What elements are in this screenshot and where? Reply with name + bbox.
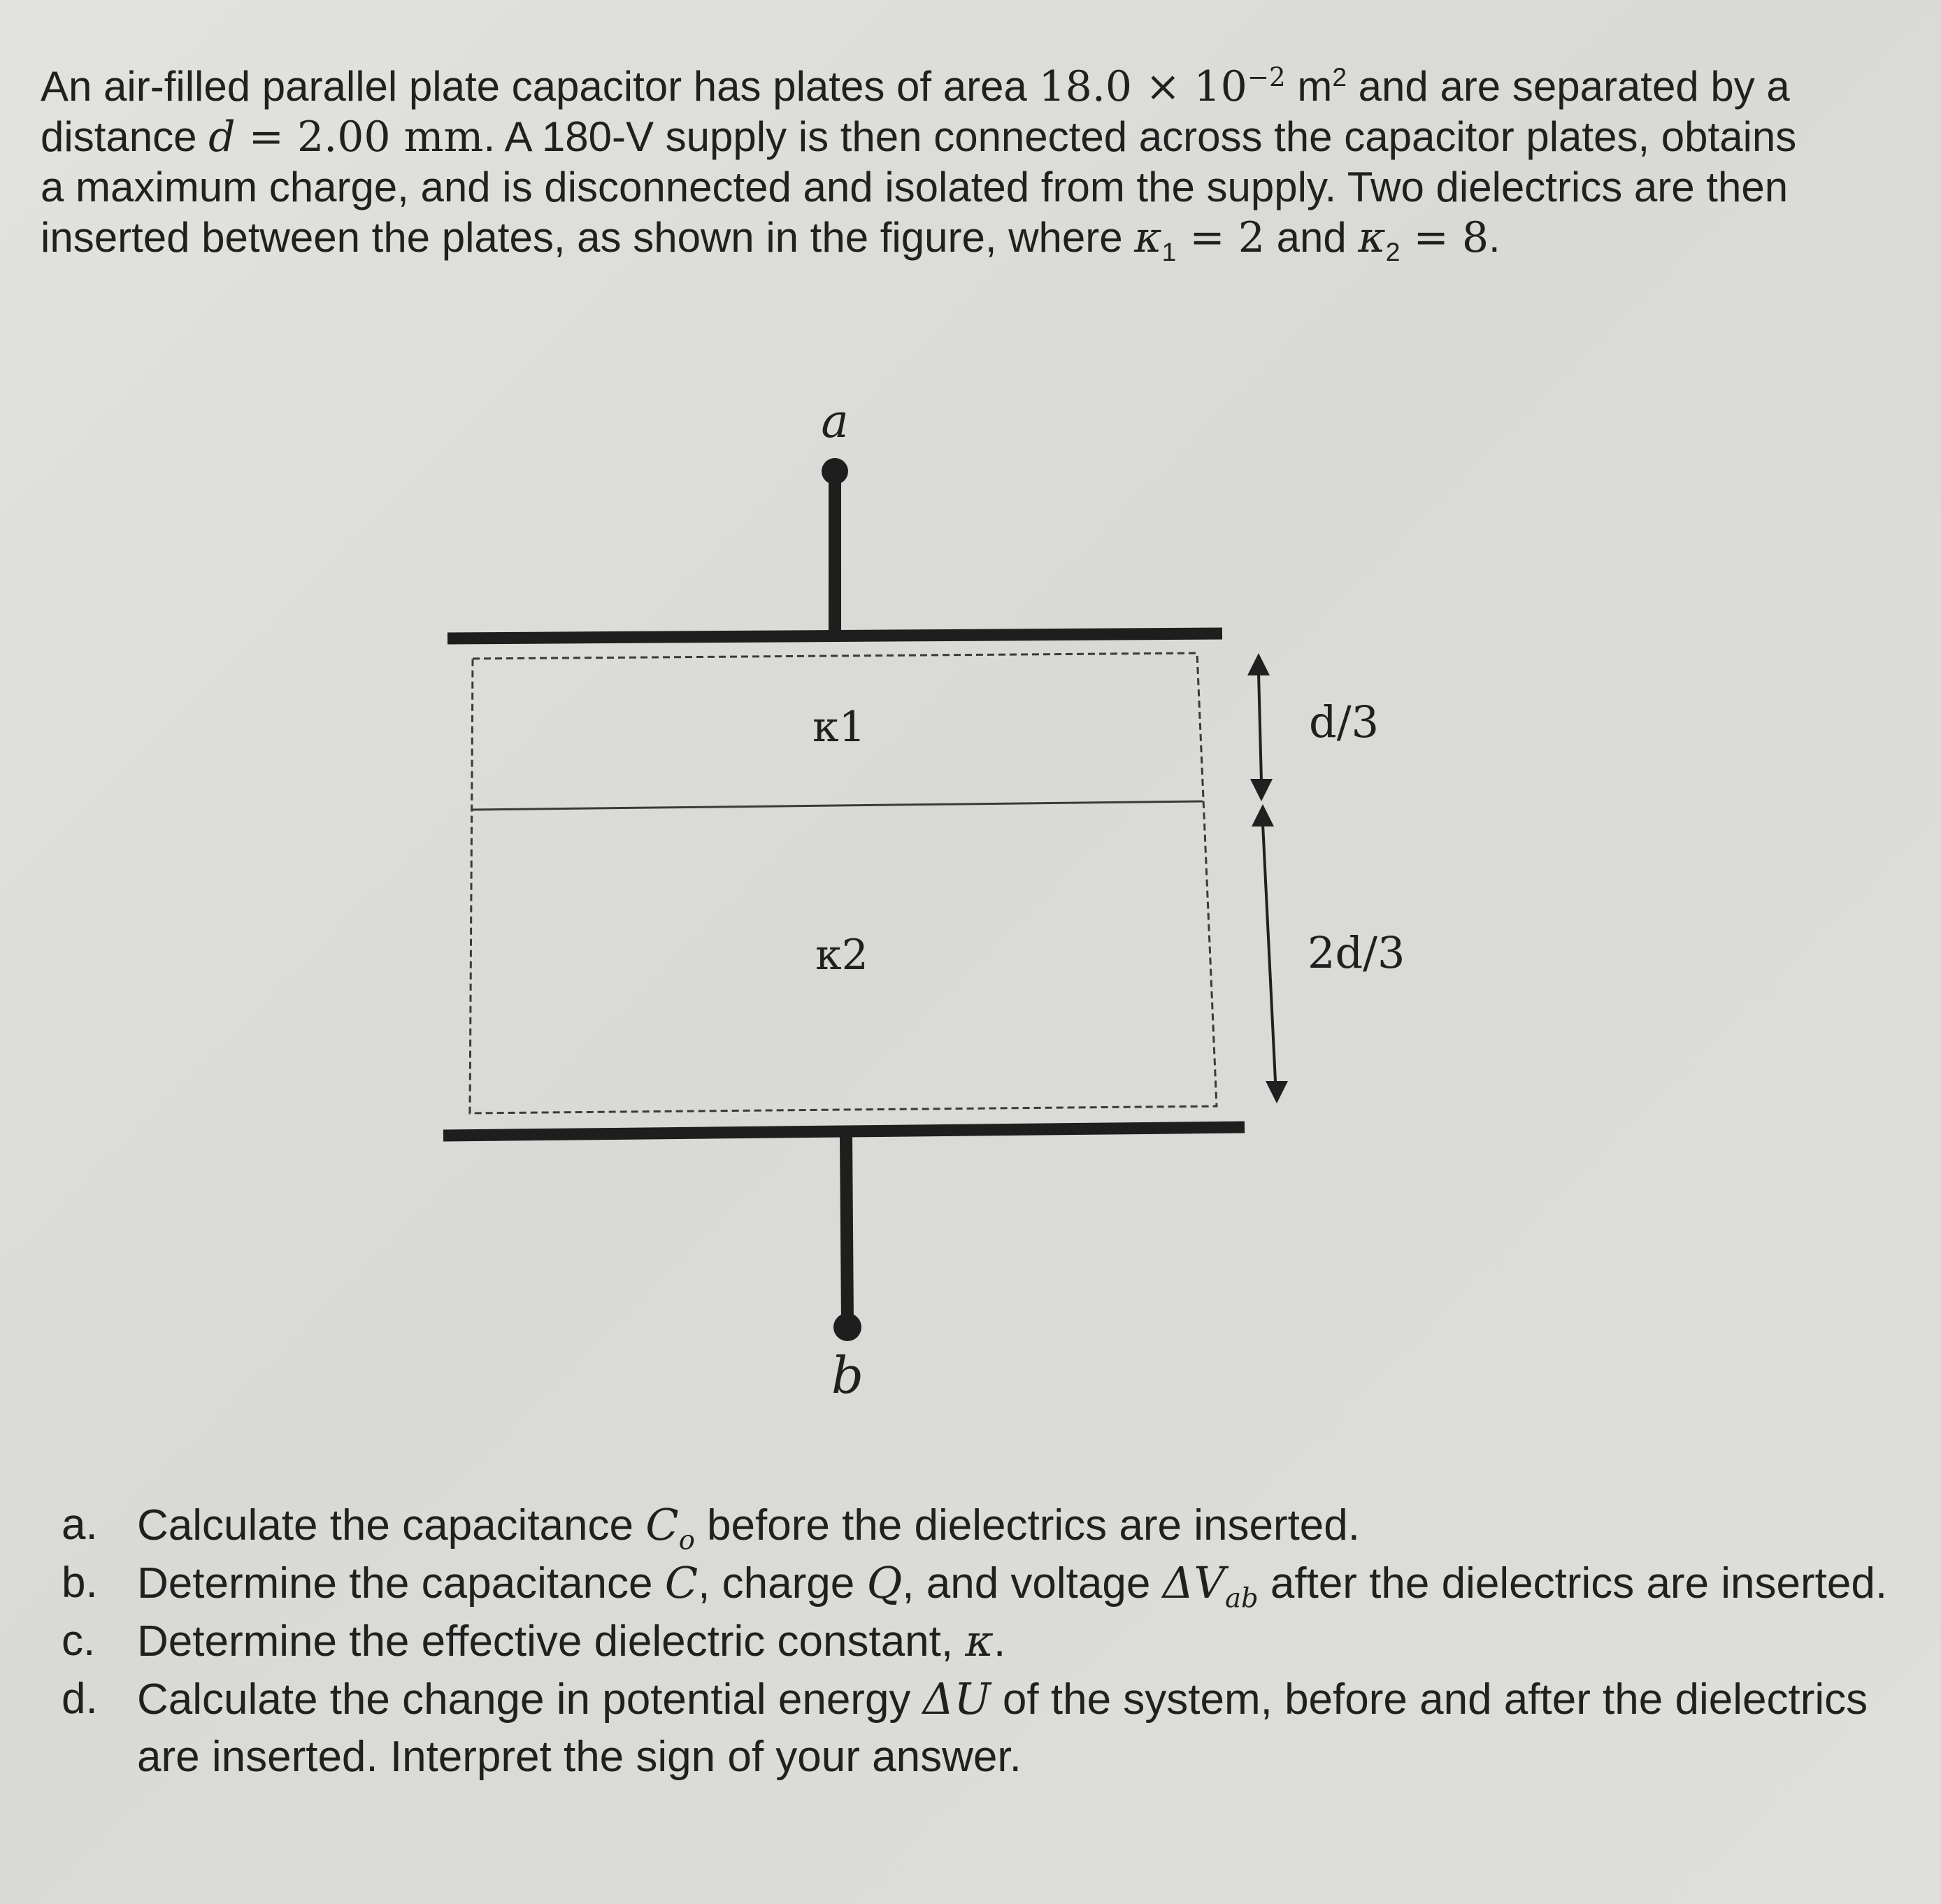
dielectric-divider	[471, 801, 1203, 810]
dim-top-arrow-down-icon	[1250, 779, 1273, 801]
question-d-symbol: ΔU	[922, 1673, 991, 1724]
dim-top-label: d/3	[1309, 696, 1380, 747]
kappa2-subscript: 2	[1385, 237, 1401, 266]
d-symbol: d	[208, 113, 236, 162]
intro-and: and	[1264, 214, 1359, 261]
question-b	[62, 1554, 1907, 1615]
plate-bottom	[443, 1127, 1245, 1136]
question-b-symbol-dv-subscript: ab	[1225, 1582, 1259, 1615]
question-c-text-2: .	[994, 1617, 1006, 1666]
kappa1-symbol: κ	[1134, 213, 1162, 262]
question-c-text-1: Determine the effective dielectric constant,	[137, 1617, 966, 1666]
terminal-b-label: b	[831, 1346, 864, 1405]
intro-end: .	[1489, 214, 1500, 261]
intro-text-1: An air-filled parallel plate capacitor has plates of area	[41, 63, 1039, 110]
lead-bottom	[846, 1136, 847, 1323]
area-value: 18.0 × 10	[1038, 62, 1247, 111]
question-a-text-2: before the dielectrics are inserted.	[694, 1501, 1360, 1549]
question-b-text-2: , charge	[698, 1559, 867, 1608]
dim-top-arrow-up-icon	[1247, 653, 1270, 675]
kappa2-value: = 8	[1400, 213, 1489, 262]
dim-bottom-label: 2d/3	[1308, 927, 1405, 978]
kappa2-symbol: κ	[1358, 213, 1386, 262]
area-unit-exponent: 2	[1332, 62, 1347, 92]
question-d	[62, 1670, 1907, 1786]
question-a-symbol: C	[645, 1499, 679, 1550]
question-b-text-4: after the dielectrics are inserted.	[1258, 1559, 1888, 1608]
dim-top-line	[1259, 673, 1261, 782]
plate-top	[447, 634, 1222, 638]
question-c	[62, 1612, 1907, 1670]
region-kappa2-label: κ2	[815, 931, 868, 980]
question-a-text-1: Calculate the capacitance	[137, 1501, 646, 1549]
kappa1-subscript: 1	[1161, 237, 1177, 266]
d-value: = 2.00 mm	[235, 113, 484, 162]
question-a-marker: a.	[62, 1501, 98, 1549]
intro-text-3: . A 180-V supply is then connected across the capacitor plates, obtains a maximum charge, and is disconnected and isolated from the supply. Two dielectrics are then inserted between the plates, as shown in the figure, where	[41, 113, 1797, 261]
question-b-symbol-dv: ΔV	[1162, 1557, 1226, 1608]
dim-bottom-arrow-up-icon	[1252, 804, 1274, 826]
question-a-symbol-subscript: o	[678, 1524, 695, 1556]
region-kappa1-label: κ1	[812, 703, 866, 752]
question-c-marker: c.	[62, 1617, 96, 1665]
terminal-b-dot	[833, 1313, 861, 1341]
kappa1-value: = 2	[1176, 213, 1265, 262]
question-a	[62, 1496, 1907, 1554]
question-b-symbol-q: Q	[866, 1557, 903, 1608]
question-b-text-1: Determine the capacitance	[137, 1559, 665, 1608]
area-unit: m	[1285, 63, 1333, 110]
question-b-marker: b.	[62, 1559, 98, 1607]
terminal-a-label: a	[821, 394, 849, 448]
question-b-text-3: , and voltage	[902, 1559, 1163, 1608]
dim-bottom-line	[1263, 824, 1275, 1081]
question-c-symbol: κ	[965, 1615, 994, 1666]
question-d-text-1: Calculate the change in potential energy	[137, 1675, 923, 1724]
question-d-text-2: of the system, before and after the dielectrics are inserted. Interpret the sign of your answer.	[137, 1675, 1868, 1781]
question-d-marker: d.	[62, 1675, 98, 1723]
dim-bottom-arrow-down-icon	[1266, 1081, 1288, 1103]
question-list	[62, 1496, 1907, 1786]
question-b-symbol-c: C	[664, 1557, 699, 1608]
intro-text-2: and are separated by a distance	[41, 63, 1790, 160]
area-exponent: −2	[1247, 62, 1286, 92]
